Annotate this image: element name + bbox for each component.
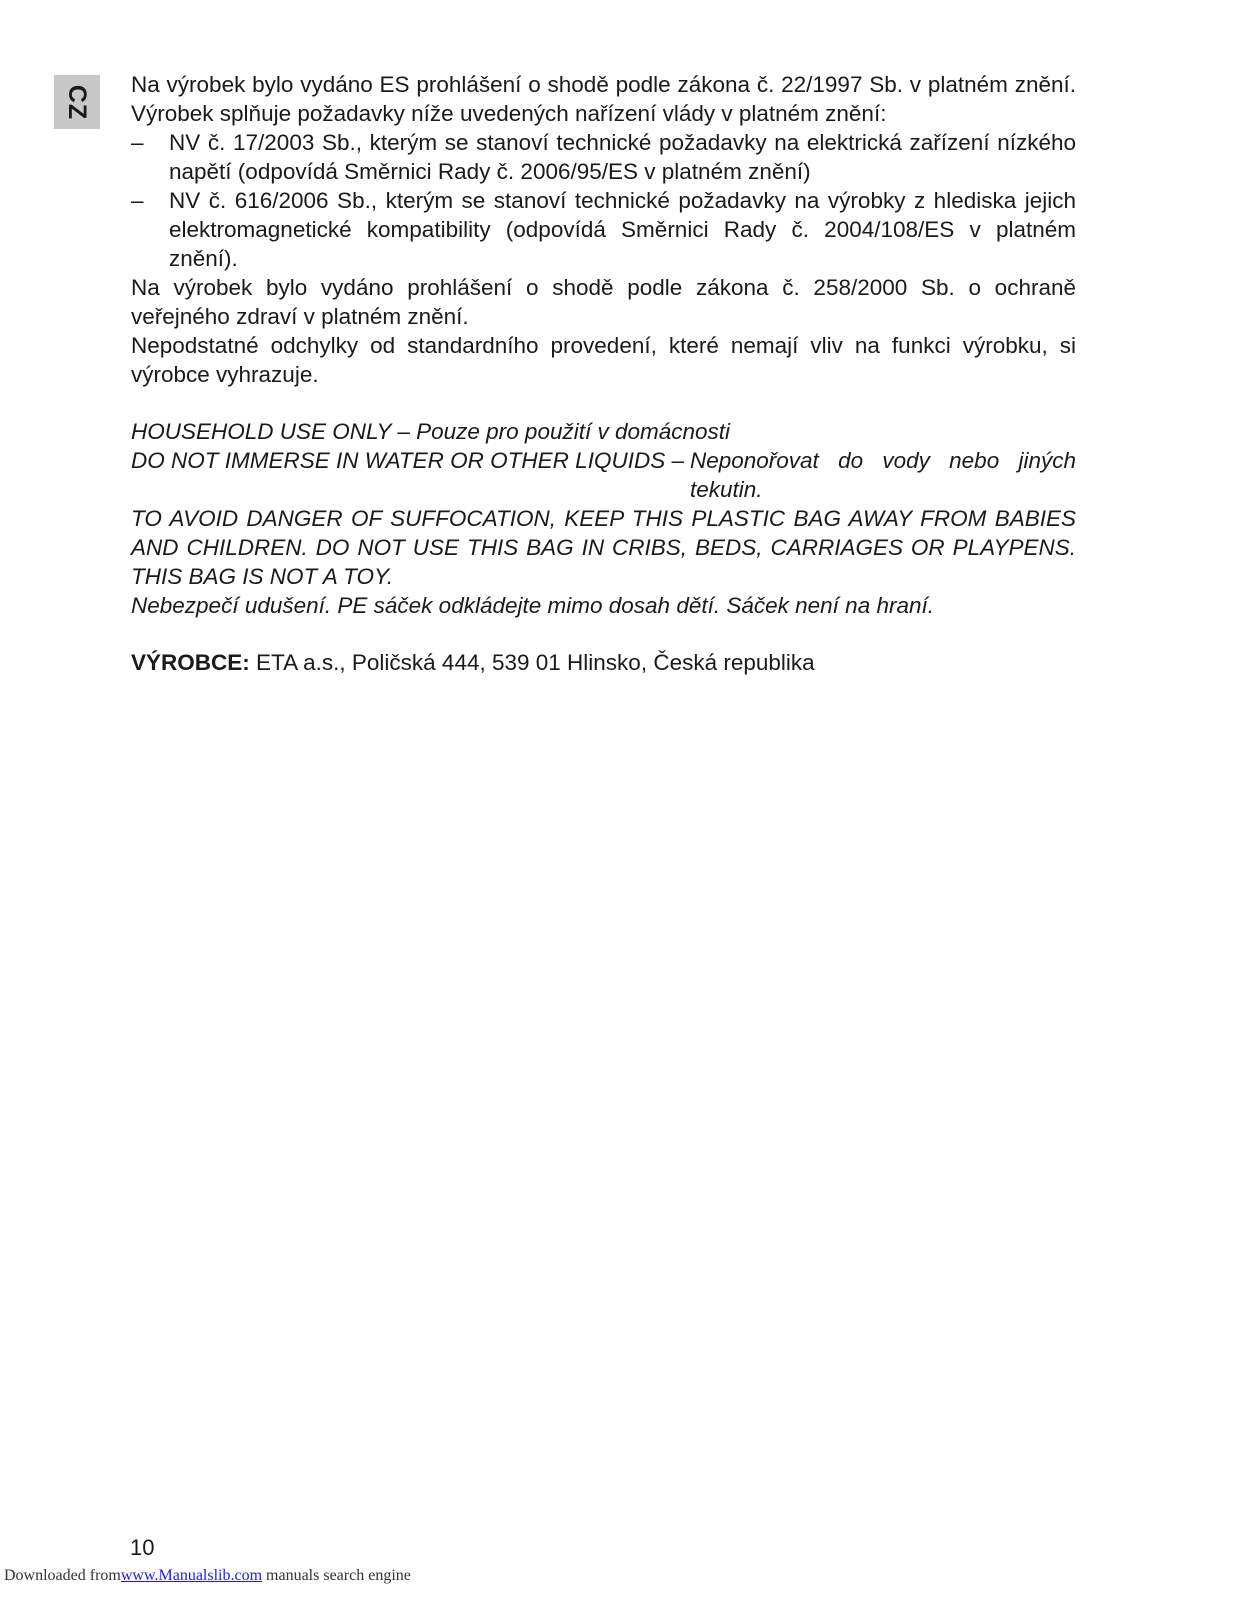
list-dash: – <box>131 130 144 155</box>
page-content <box>131 70 1076 677</box>
page-number: 10 <box>130 1535 155 1560</box>
deviation-paragraph: Nepodstatné odchylky od standardního provedení, které nemají vliv na funkci výrobku, si výrobce vyhrazuje. <box>131 333 1076 387</box>
footer-suffix: manuals search engine <box>266 1567 411 1584</box>
list-item-text: NV č. 616/2006 Sb., kterým se stanoví technické požadavky na výrobky z hlediska jejich elektromagnetické kompatibility (odpovídá Směrnici Rady č. 2004/108/ES v platném znění). <box>169 188 1076 271</box>
footer-prefix: Downloaded from <box>4 1567 121 1584</box>
manufacturer-label: VÝROBCE: <box>131 650 250 675</box>
language-tab <box>54 75 100 129</box>
regulation-list <box>131 128 1076 273</box>
language-tab-label: CZ <box>63 84 92 120</box>
conformity-paragraph: Na výrobek bylo vydáno ES prohlášení o shodě podle zákona č. 22/1997 Sb. v platném znění. Výrobek splňuje požadavky níže uvedených nařízení vlády v platném znění: <box>131 72 1076 126</box>
immerse-warning-en: DO NOT IMMERSE IN WATER OR OTHER LIQUIDS – <box>131 448 684 473</box>
immerse-warning <box>131 446 1076 504</box>
manufacturer-line <box>131 648 1076 677</box>
list-item <box>131 186 1076 273</box>
household-warning: HOUSEHOLD USE ONLY – Pouze pro použití v domácnosti <box>131 419 731 444</box>
list-item <box>131 128 1076 186</box>
suffocation-warning-cz: Nebezpečí udušení. PE sáček odkládejte mimo dosah dětí. Sáček není na hraní. <box>131 593 934 618</box>
immerse-warning-cz: Neponořovat do vody nebo jiných tekutin. <box>689 448 1076 502</box>
footer-link[interactable]: www.Manualslib.com <box>120 1567 263 1584</box>
list-item-text: NV č. 17/2003 Sb., kterým se stanoví technické požadavky na elektrická zařízení nízkého napětí (odpovídá Směrnici Rady č. 2006/95/ES v platném znění) <box>169 130 1076 184</box>
manufacturer-value: ETA a.s., Poličská 444, 539 01 Hlinsko, Česká republika <box>256 650 815 675</box>
spacer <box>131 389 1076 417</box>
spacer <box>131 620 1076 648</box>
download-footer <box>4 1567 411 1585</box>
list-dash: – <box>131 188 144 213</box>
suffocation-warning: TO AVOID DANGER OF SUFFOCATION, KEEP THIS PLASTIC BAG AWAY FROM BABIES AND CHILDREN. DO NOT USE THIS BAG IN CRIBS, BEDS, CARRIAGES OR PLAYPENS. THIS BAG IS NOT A TOY. <box>131 506 1076 589</box>
health-paragraph: Na výrobek bylo vydáno prohlášení o shodě podle zákona č. 258/2000 Sb. o ochraně veřejného zdraví v platném znění. <box>131 275 1076 329</box>
